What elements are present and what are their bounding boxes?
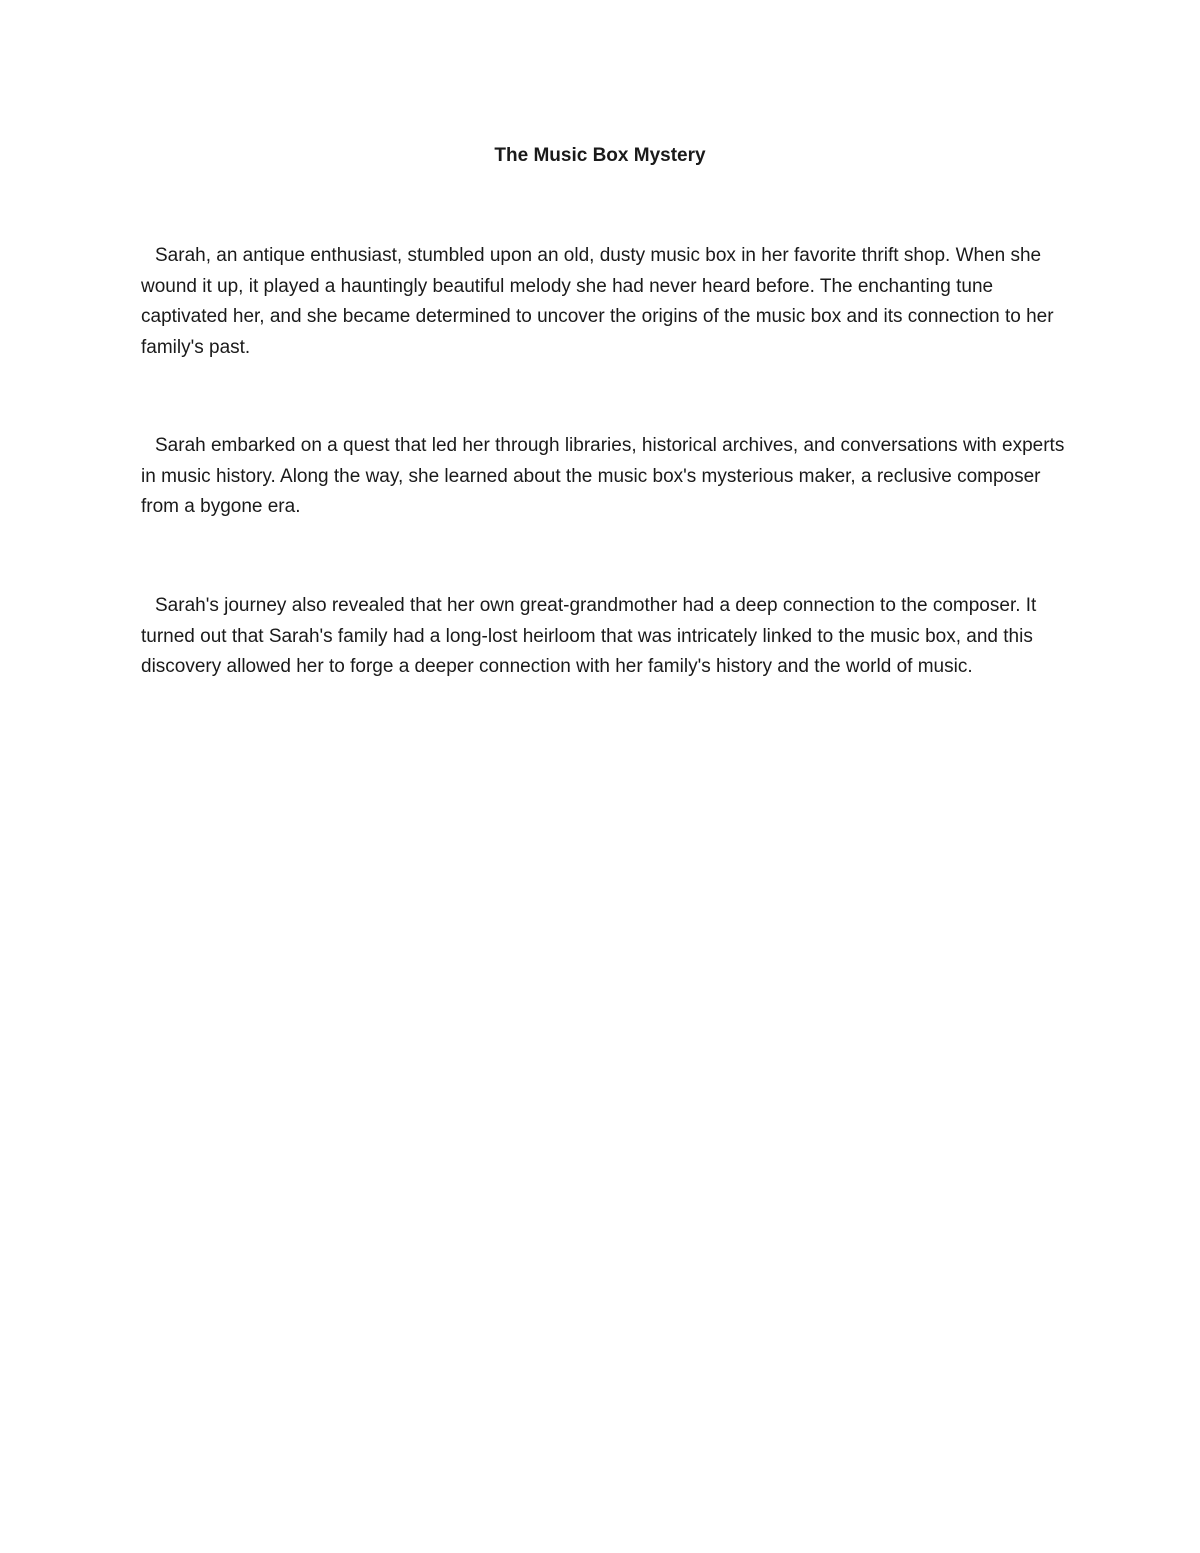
document-title: The Music Box Mystery (494, 145, 706, 166)
paragraph-2: Sarah embarked on a quest that led her through libraries, historical archives, and conversations with experts in music history. Along the way, she learned about the music box's mysterious maker, a reclusive composer from a bygone era. (141, 435, 1070, 517)
paragraph-3: Sarah's journey also revealed that her own great-grandmother had a deep connection to the composer. It turned out that Sarah's family had a long-lost heirloom that was intricately linked to the music box, and this discovery allowed her to forge a deeper connection with her family's history and the world of music. (141, 595, 1042, 677)
paragraph-1: Sarah, an antique enthusiast, stumbled upon an old, dusty music box in her favorite thrift shop. When she wound it up, it played a hauntingly beautiful melody she had never heard before. The enchanting tune captivated her, and she became determined to uncover the origins of the music box and its connection to her family's past. (141, 245, 1059, 358)
